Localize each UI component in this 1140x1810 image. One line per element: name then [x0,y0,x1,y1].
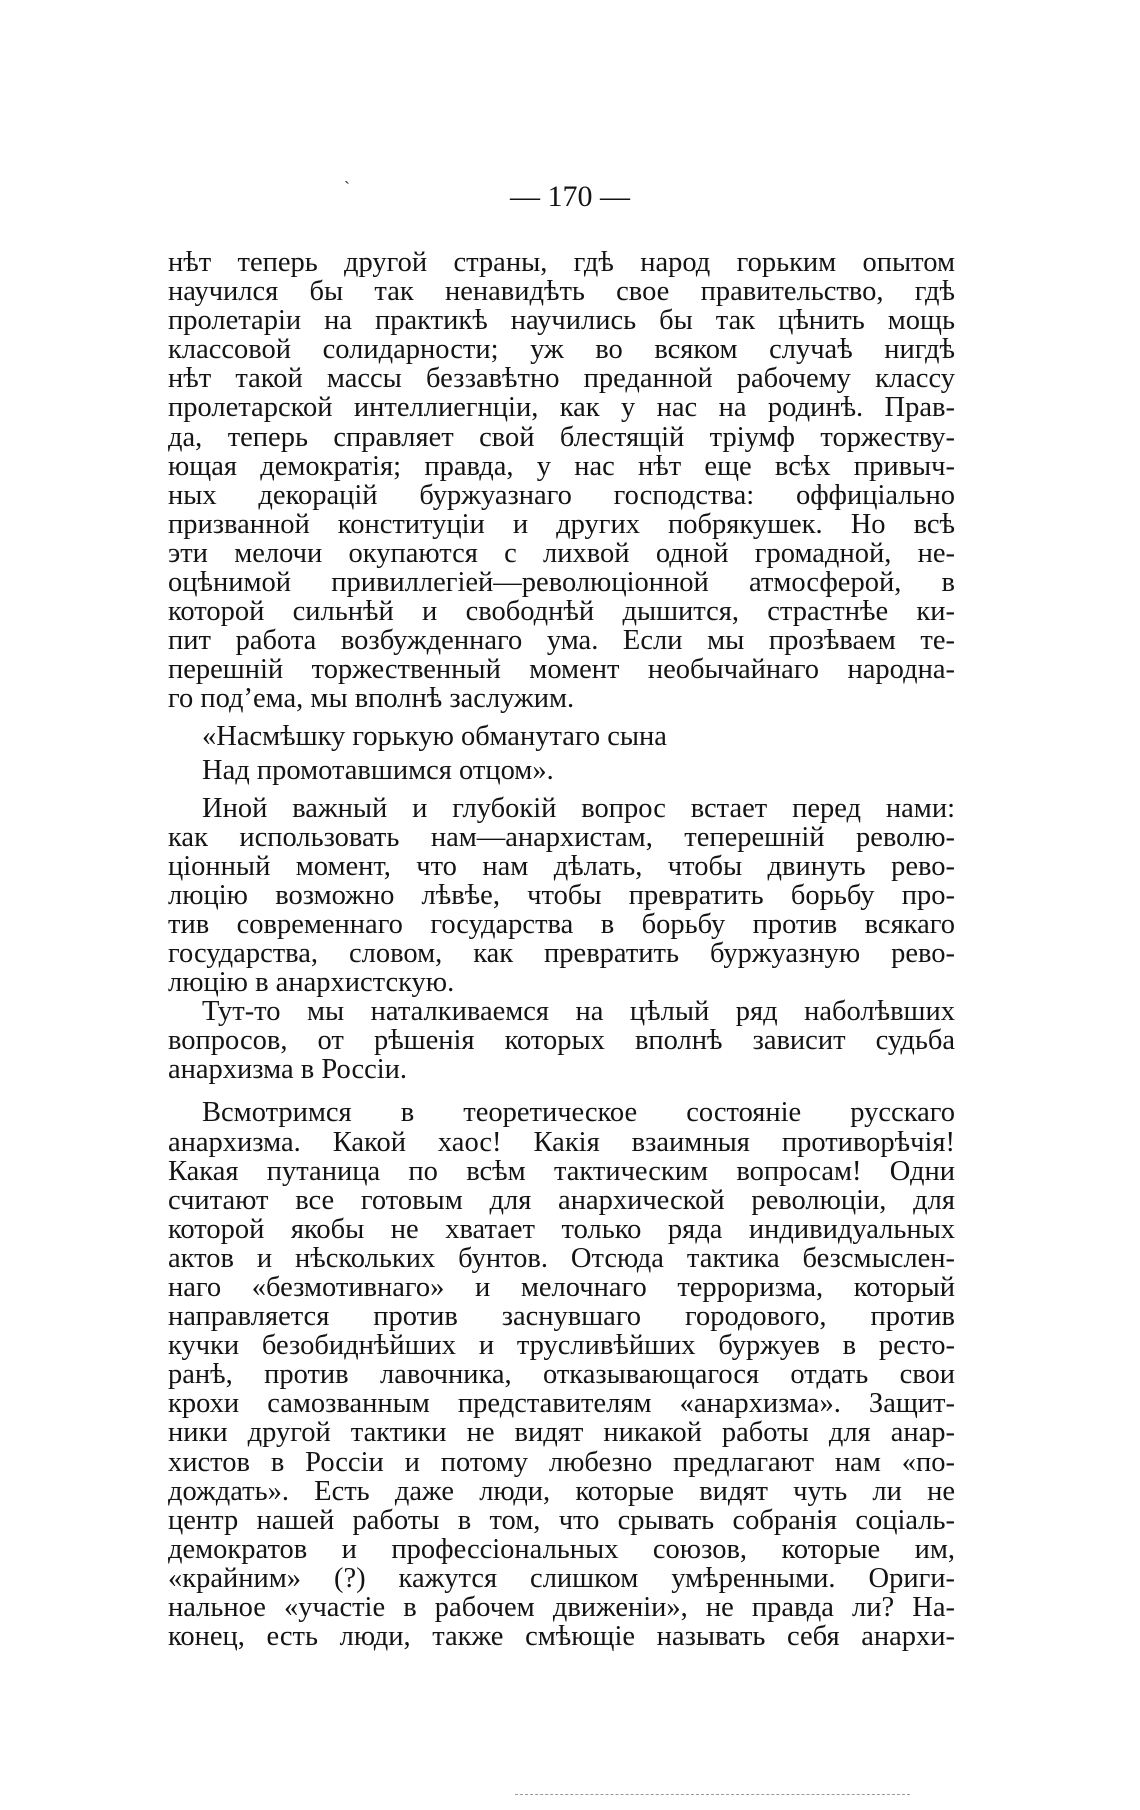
text-line: кучки безобиднѣйших и трусливѣйших буржуев в ресто- [168,1330,955,1362]
verse-line: «Насмѣшку горькую обманутаго сына [202,720,667,752]
text-line: наго «безмотивнаго» и мелочнаго терроризма, который [168,1272,955,1303]
text-line: оцѣнимой привиллегіей—революціонной атмосферой, в [168,567,955,599]
text-line: да, теперь справляет свой блестящій тріумф торжеству- [168,421,955,453]
text-line: крохи самозванным представителям «анархизма». Защит- [168,1388,955,1420]
body-text [168,248,955,1651]
text-line: которой сильнѣй и свободнѣй дышится, страстнѣе ки- [168,596,955,628]
text-line: хистов в Россіи и потому любезно предлагают нам «по- [168,1446,955,1478]
bottom-scan-rule [515,1794,910,1795]
text-line: которой якобы не хватает только ряда индивидуальных [168,1213,955,1245]
paragraph-2 [168,794,955,998]
text-line: перешній торжественный момент необычайнаго народна- [168,654,955,686]
text-line: центр нашей работы в том, что срывать собранія соціаль- [168,1504,955,1536]
text-line: пит работа возбужденнаго ума. Если мы прозѣваем те- [168,625,955,657]
text-line: ных декорацій буржуазнаго господства: оффиціально [168,479,955,511]
text-line: ціонный момент, что нам дѣлать, чтобы двинуть рево- [168,850,955,882]
text-line: нѣт такой массы беззавѣтно преданной рабочему классу [168,363,955,395]
text-line: люцію возможно лѣвѣе, чтобы превратить борьбу про- [168,879,955,911]
page-number: — 170 — [510,180,630,213]
text-line: считают все готовым для анархической революціи, для [168,1184,955,1216]
text-line: нальное «участіе в рабочем движеніи», не правда ли? На- [168,1592,955,1624]
stray-mark: ` [344,178,350,198]
text-line: тив современнаго государства в борьбу против всякаго [168,908,955,940]
text-line: Тут-то мы наталкиваемся на цѣлый ряд наболѣвших [202,996,955,1028]
text-line: ники другой тактики не видят никакой работы для анар- [168,1417,955,1449]
text-line: Какая путаница по всѣм тактическим вопросам! Одни [168,1155,955,1187]
text-line: Всмотримся в теоретическое состояніе русскаго [202,1097,955,1129]
text-line: анархизма в Россіи. [168,1054,408,1086]
text-line: актов и нѣскольких бунтов. Отсюда тактика безсмыслен- [168,1242,955,1274]
text-line: Иной важный и глубокій вопрос встает перед нами: [202,792,955,824]
paragraph-3 [168,997,955,1084]
text-line: конец, есть люди, также смѣющіе называть себя анархи- [168,1621,955,1653]
text-line: анархизма. Какой хаос! Какія взаимныя противорѣчія! [168,1126,955,1158]
text-line: дождать». Есть даже люди, которые видят чуть ли не [168,1475,955,1507]
text-line: пролетаріи на практикѣ научились бы так цѣнить мощь [168,305,955,337]
text-line: пролетарской интеллиегнціи, как у нас на родинѣ. Прав- [168,392,955,424]
paragraph-1 [168,248,955,714]
text-line: научился бы так ненавидѣть свое правительство, гдѣ [168,276,955,308]
text-line: ранѣ, против лавочника, отказывающагося отдать свои [168,1359,955,1391]
paragraph-4 [168,1098,955,1651]
text-line: классовой солидарности; уж во всяком случаѣ нигдѣ [168,334,955,366]
text-line: го под’ема, мы вполнѣ заслужим. [168,683,575,715]
text-line: нѣт теперь другой страны, гдѣ народ горьким опытом [168,247,955,278]
text-line: люцію в анархистскую. [168,967,455,999]
text-line: эти мелочи окупаются с лихвой одной громадной, не- [168,537,955,569]
verse-quote [168,720,955,788]
text-line: «крайним» (?) кажутся слишком умѣренными. Ориги- [168,1562,955,1594]
text-line: ющая демократія; правда, у нас нѣт еще всѣх привыч- [168,450,955,482]
text-line: вопросов, от рѣшенія которых вполнѣ зависит судьба [168,1025,955,1057]
text-line: как использовать нам—анархистам, теперешній револю- [168,821,955,853]
text-line: призванной конституціи и других побрякушек. Но всѣ [168,508,955,540]
text-line: демократов и профессіональных союзов, которые им, [168,1533,955,1565]
text-line: государства, словом, как превратить буржуазную рево- [168,937,955,969]
text-line: направляется против заснувшаго городового, против [168,1301,955,1333]
verse-line: Над промотавшимся отцом». [202,754,554,786]
